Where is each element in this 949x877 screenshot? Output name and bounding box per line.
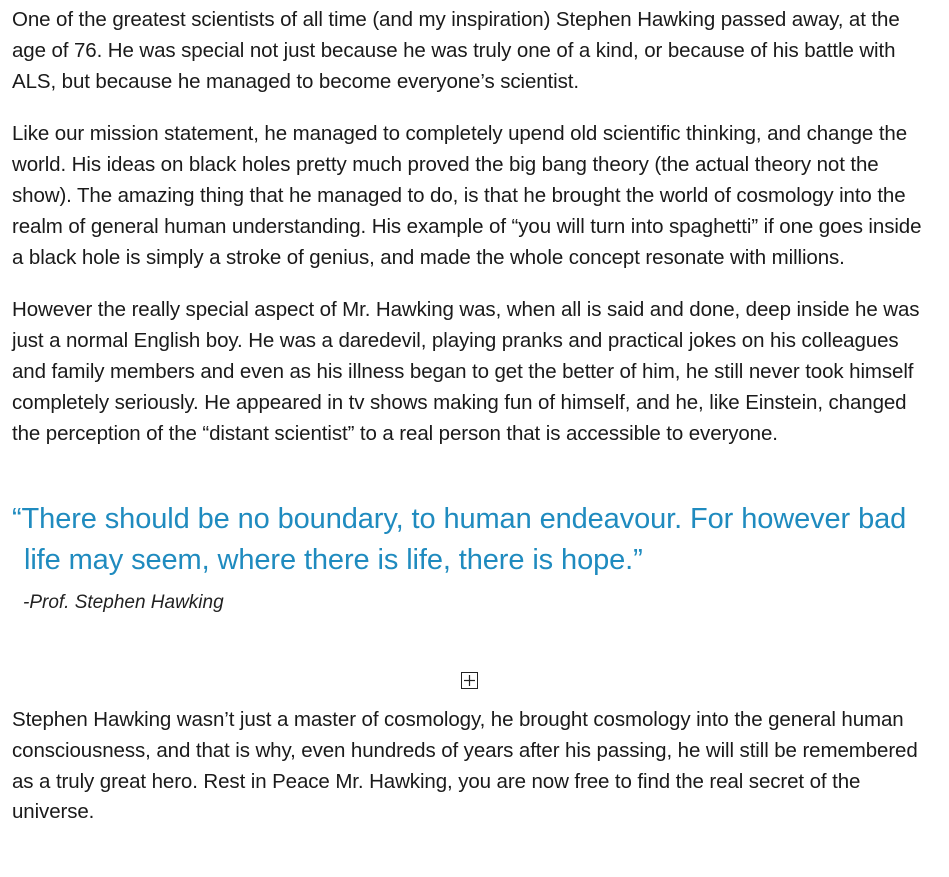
paragraph-4: Stephen Hawking wasn’t just a master of cosmology, he brought cosmology into the general human consciousness, and that is why, even hundreds of years after his passing, he will still be remembered as a truly great hero. Rest in Peace Mr. Hawking, you are now free to find the real secret of the universe. xyxy=(12,708,918,824)
quote-attribution: -Prof. Stephen Hawking xyxy=(23,592,224,614)
paragraph-1: One of the greatest scientists of all time (and my inspiration) Stephen Hawking passed away, at the age of 76. He was special not just because he was truly one of a kind, or because of his battle with ALS, but because he managed to become everyone’s scientist. xyxy=(12,8,900,93)
paragraph-3: However the really special aspect of Mr. Hawking was, when all is said and done, deep inside he was just a normal English boy. He was a daredevil, playing pranks and practical jokes on his colleagues and family members and even as his illness began to get the better of him, he still never took himself completely seriously. He appeared in tv shows making fun of himself, and he, like Einstein, changed the perception of the “distant scientist” to a real person that is accessible to everyone. xyxy=(12,298,920,445)
quote-text: “There should be no boundary, to human endeavour. For however bad life may seem, where there is life, there is hope.” xyxy=(12,503,907,577)
blockquote xyxy=(12,499,937,615)
paragraph-2: Like our mission statement, he managed to completely upend old scientific thinking, and change the world. His ideas on black holes pretty much proved the big bang theory (the actual theory not the show). The amazing thing that he managed to do, is that he brought the world of cosmology into the realm of general human understanding. His example of “you will turn into spaghetti” if one goes inside a black hole is simply a stroke of genius, and made the whole concept resonate with millions. xyxy=(12,122,922,269)
expand-plus-box-icon[interactable] xyxy=(461,672,478,689)
article-body xyxy=(12,5,937,824)
